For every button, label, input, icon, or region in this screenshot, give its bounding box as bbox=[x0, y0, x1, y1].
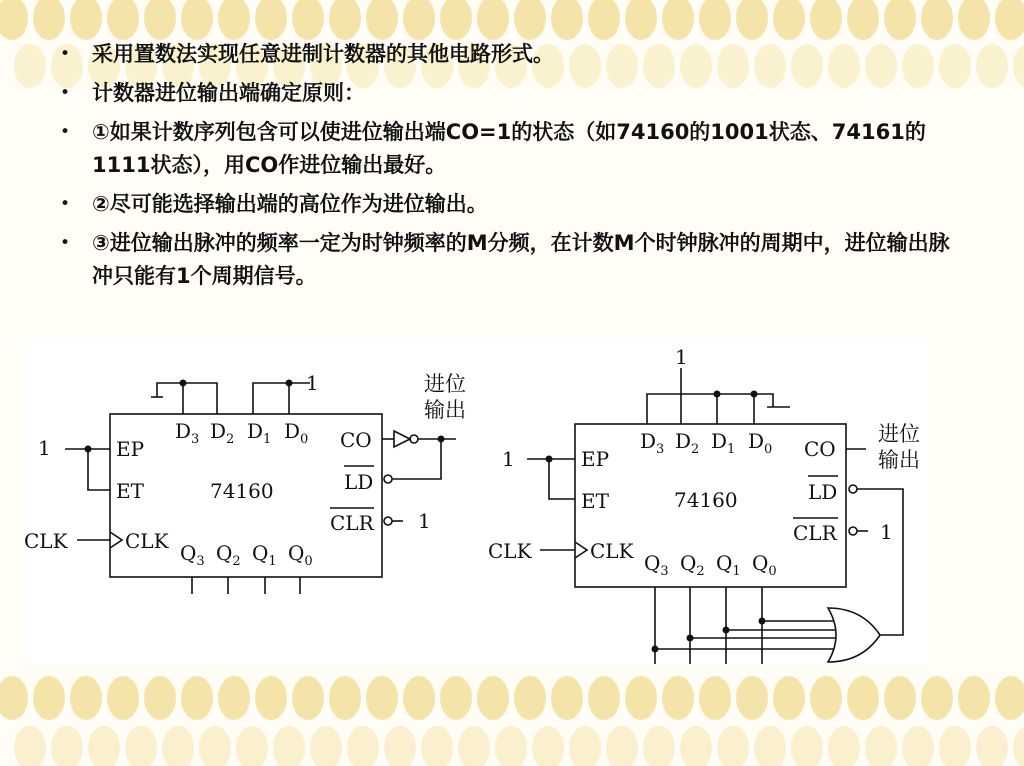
decorative-ellipse bbox=[662, 0, 694, 40]
pin-d2: $D_2$ bbox=[210, 419, 235, 447]
decorative-ellipse bbox=[144, 0, 176, 40]
decorative-ellipse bbox=[0, 0, 28, 40]
junction-dot bbox=[85, 446, 92, 453]
decorative-ellipse bbox=[884, 0, 916, 40]
pin-q2: $Q_2$ bbox=[216, 541, 241, 569]
decorative-ellipse bbox=[181, 676, 213, 720]
decorative-ellipse bbox=[218, 676, 250, 720]
pin-ep-label: EP bbox=[116, 437, 145, 461]
pin-et-label: ET bbox=[581, 489, 609, 513]
pin-q0: $Q_0$ bbox=[288, 541, 313, 569]
decorative-ellipse bbox=[976, 726, 1008, 766]
pin-q3: $Q_3$ bbox=[180, 541, 205, 569]
pin-q1: $Q_1$ bbox=[716, 551, 741, 579]
decorative-ellipse bbox=[551, 676, 583, 720]
wire bbox=[857, 489, 903, 635]
decorative-ellipse bbox=[125, 726, 157, 766]
decorative-ellipse bbox=[773, 0, 805, 40]
decorative-ellipse bbox=[773, 676, 805, 720]
decorative-ellipse bbox=[440, 0, 472, 40]
clr-bubble bbox=[384, 517, 392, 525]
decorative-ellipse bbox=[588, 676, 620, 720]
decorative-ellipse bbox=[551, 0, 583, 40]
decorative-ellipse bbox=[236, 726, 268, 766]
decorative-ellipse bbox=[14, 726, 46, 766]
clock-triangle bbox=[110, 532, 122, 548]
decorative-ellipse bbox=[532, 726, 564, 766]
decorative-ellipse bbox=[366, 676, 398, 720]
bullet-text: ③进位输出脉冲的频率一定为时钟频率的M分频，在计数M个时钟脉冲的周期中，进位输出脉冲只能有1个周期信号。 bbox=[92, 231, 950, 288]
bullet-text: ②尽可能选择输出端的高位作为进位输出。 bbox=[92, 192, 488, 216]
decorative-ellipse bbox=[995, 0, 1024, 40]
bullet-text: 采用置数法实现任意进制计数器的其他电路形式。 bbox=[92, 42, 554, 66]
pin-q1: $Q_1$ bbox=[252, 541, 277, 569]
decorative-ellipse bbox=[70, 0, 102, 40]
decorative-ellipse bbox=[255, 676, 287, 720]
decorative-ellipse bbox=[440, 676, 472, 720]
junction-dot bbox=[759, 618, 766, 625]
carry-out-label: 进位 bbox=[878, 422, 920, 446]
carry-out-label: 输出 bbox=[424, 398, 466, 422]
wire bbox=[88, 449, 110, 490]
decorative-ellipse bbox=[680, 726, 712, 766]
decorative-ellipse bbox=[88, 726, 120, 766]
decorative-ellipse bbox=[514, 0, 546, 40]
inverter-gate bbox=[394, 431, 410, 447]
decorative-ellipse bbox=[569, 726, 601, 766]
decorative-ellipse bbox=[421, 726, 453, 766]
bullet-marker: • bbox=[60, 233, 71, 253]
decorative-ellipse bbox=[458, 726, 490, 766]
pin-q0: $Q_0$ bbox=[752, 551, 777, 579]
or-gate bbox=[828, 608, 880, 662]
decorative-ellipse bbox=[976, 44, 1008, 88]
junction-dot bbox=[546, 456, 553, 463]
pin-d0: $D_0$ bbox=[284, 419, 309, 447]
decorative-ellipse bbox=[403, 0, 435, 40]
d-one-label: 1 bbox=[675, 345, 688, 369]
decorative-ellipse-band-bottom bbox=[0, 666, 1024, 766]
decorative-ellipse bbox=[292, 0, 324, 40]
bullet-item bbox=[58, 38, 958, 71]
input-one-label: 1 bbox=[38, 436, 51, 460]
circuit-figure bbox=[22, 338, 928, 666]
decorative-ellipse bbox=[292, 676, 324, 720]
pin-clr-label: CLR bbox=[330, 511, 374, 535]
decorative-ellipse bbox=[662, 676, 694, 720]
decorative-ellipse bbox=[588, 0, 620, 40]
ld-bubble bbox=[384, 475, 392, 483]
input-one-label: 1 bbox=[502, 447, 515, 471]
bullet-text: 计数器进位输出端确定原则： bbox=[92, 81, 365, 105]
bullet-marker: • bbox=[60, 44, 71, 64]
circuit-diagram bbox=[22, 338, 928, 666]
bullet-item bbox=[58, 227, 958, 293]
decorative-ellipse bbox=[921, 0, 953, 40]
pin-ld-label: LD bbox=[344, 470, 374, 494]
decorative-ellipse bbox=[403, 676, 435, 720]
decorative-ellipse bbox=[791, 726, 823, 766]
decorative-ellipse bbox=[643, 726, 675, 766]
decorative-ellipse bbox=[699, 0, 731, 40]
pin-d2: $D_2$ bbox=[675, 429, 700, 457]
pin-et-label: ET bbox=[116, 479, 144, 503]
decorative-ellipse bbox=[255, 0, 287, 40]
decorative-ellipse bbox=[754, 726, 786, 766]
clr-one-label: 1 bbox=[880, 520, 893, 544]
decorative-ellipse bbox=[828, 726, 860, 766]
bullet-marker: • bbox=[60, 83, 71, 103]
chip-number: 74160 bbox=[210, 479, 274, 503]
junction-dot bbox=[687, 635, 694, 642]
decorative-ellipse bbox=[199, 726, 231, 766]
decorative-ellipse bbox=[181, 0, 213, 40]
decorative-ellipse bbox=[736, 676, 768, 720]
pin-clr-label: CLR bbox=[793, 521, 837, 545]
junction-dot bbox=[723, 627, 730, 634]
junction-dot bbox=[714, 391, 721, 398]
bullet-marker: • bbox=[60, 122, 71, 142]
decorative-ellipse bbox=[329, 0, 361, 40]
decorative-ellipse bbox=[347, 726, 379, 766]
junction-dot bbox=[180, 380, 187, 387]
decorative-ellipse bbox=[384, 726, 416, 766]
decorative-ellipse bbox=[921, 676, 953, 720]
decorative-ellipse bbox=[717, 726, 749, 766]
pin-d1: $D_1$ bbox=[247, 419, 272, 447]
pin-co-label: CO bbox=[340, 428, 372, 452]
chip-number: 74160 bbox=[674, 488, 738, 512]
bullet-item bbox=[58, 77, 958, 110]
decorative-ellipse bbox=[958, 0, 990, 40]
decorative-ellipse bbox=[310, 726, 342, 766]
clk-input-label: CLK bbox=[488, 539, 532, 563]
decorative-ellipse bbox=[939, 726, 971, 766]
decorative-ellipse bbox=[33, 676, 65, 720]
decorative-ellipse bbox=[884, 676, 916, 720]
pin-q2: $Q_2$ bbox=[680, 551, 705, 579]
ld-bubble bbox=[849, 485, 857, 493]
decorative-ellipse bbox=[995, 676, 1024, 720]
decorative-ellipse bbox=[477, 0, 509, 40]
pin-clk-label: CLK bbox=[590, 539, 634, 563]
decorative-ellipse bbox=[273, 726, 305, 766]
decorative-ellipse bbox=[329, 676, 361, 720]
decorative-ellipse bbox=[810, 0, 842, 40]
decorative-ellipse bbox=[1013, 44, 1024, 88]
decorative-ellipse bbox=[958, 676, 990, 720]
decorative-ellipse bbox=[810, 676, 842, 720]
decorative-ellipse bbox=[699, 676, 731, 720]
decorative-ellipse bbox=[14, 44, 46, 88]
decorative-ellipse bbox=[0, 676, 28, 720]
decorative-ellipse bbox=[218, 0, 250, 40]
bullet-item bbox=[58, 188, 958, 221]
carry-out-label: 进位 bbox=[424, 372, 466, 396]
decorative-ellipse bbox=[162, 726, 194, 766]
junction-dot bbox=[652, 646, 659, 653]
pin-clk-label: CLK bbox=[125, 529, 169, 553]
decorative-ellipse bbox=[902, 726, 934, 766]
pin-co-label: CO bbox=[804, 437, 836, 461]
clr-bubble bbox=[849, 527, 857, 535]
decorative-ellipse bbox=[366, 0, 398, 40]
decorative-ellipse bbox=[606, 726, 638, 766]
decorative-ellipse bbox=[33, 0, 65, 40]
decorative-ellipse bbox=[477, 676, 509, 720]
decorative-ellipse bbox=[514, 676, 546, 720]
decorative-ellipse bbox=[847, 676, 879, 720]
pin-ep-label: EP bbox=[581, 447, 610, 471]
junction-dot bbox=[751, 391, 758, 398]
clk-input-label: CLK bbox=[24, 529, 68, 553]
decorative-ellipse bbox=[144, 676, 176, 720]
decorative-ellipse bbox=[107, 0, 139, 40]
pin-d1: $D_1$ bbox=[711, 429, 736, 457]
decorative-ellipse bbox=[847, 0, 879, 40]
bullet-marker: • bbox=[60, 194, 71, 214]
pin-q3: $Q_3$ bbox=[644, 551, 669, 579]
decorative-ellipse bbox=[625, 676, 657, 720]
wire bbox=[549, 459, 575, 499]
pin-d0: $D_0$ bbox=[748, 429, 773, 457]
decorative-ellipse bbox=[107, 676, 139, 720]
wire bbox=[253, 383, 310, 414]
clock-triangle bbox=[575, 542, 587, 558]
decorative-ellipse bbox=[736, 0, 768, 40]
pin-d3: $D_3$ bbox=[640, 429, 665, 457]
clr-one-label: 1 bbox=[418, 509, 431, 533]
decorative-ellipse bbox=[51, 726, 83, 766]
decorative-ellipse bbox=[1013, 726, 1024, 766]
d-one-label: 1 bbox=[306, 371, 319, 395]
carry-out-label: 输出 bbox=[878, 448, 920, 472]
junction-dot bbox=[286, 380, 293, 387]
bullet-text: ①如果计数序列包含可以使进位输出端CO=1的状态（如74160的1001状态、74161的1111状态），用CO作进位输出最好。 bbox=[92, 120, 926, 177]
decorative-ellipse bbox=[70, 676, 102, 720]
bullet-item bbox=[58, 116, 958, 182]
decorative-ellipse bbox=[865, 726, 897, 766]
wire bbox=[157, 383, 217, 414]
bullet-list bbox=[58, 38, 958, 299]
pin-ld-label: LD bbox=[808, 480, 838, 504]
pin-d3: $D_3$ bbox=[175, 419, 200, 447]
decorative-ellipse bbox=[495, 726, 527, 766]
decorative-ellipse bbox=[625, 0, 657, 40]
junction-dot bbox=[438, 436, 445, 443]
